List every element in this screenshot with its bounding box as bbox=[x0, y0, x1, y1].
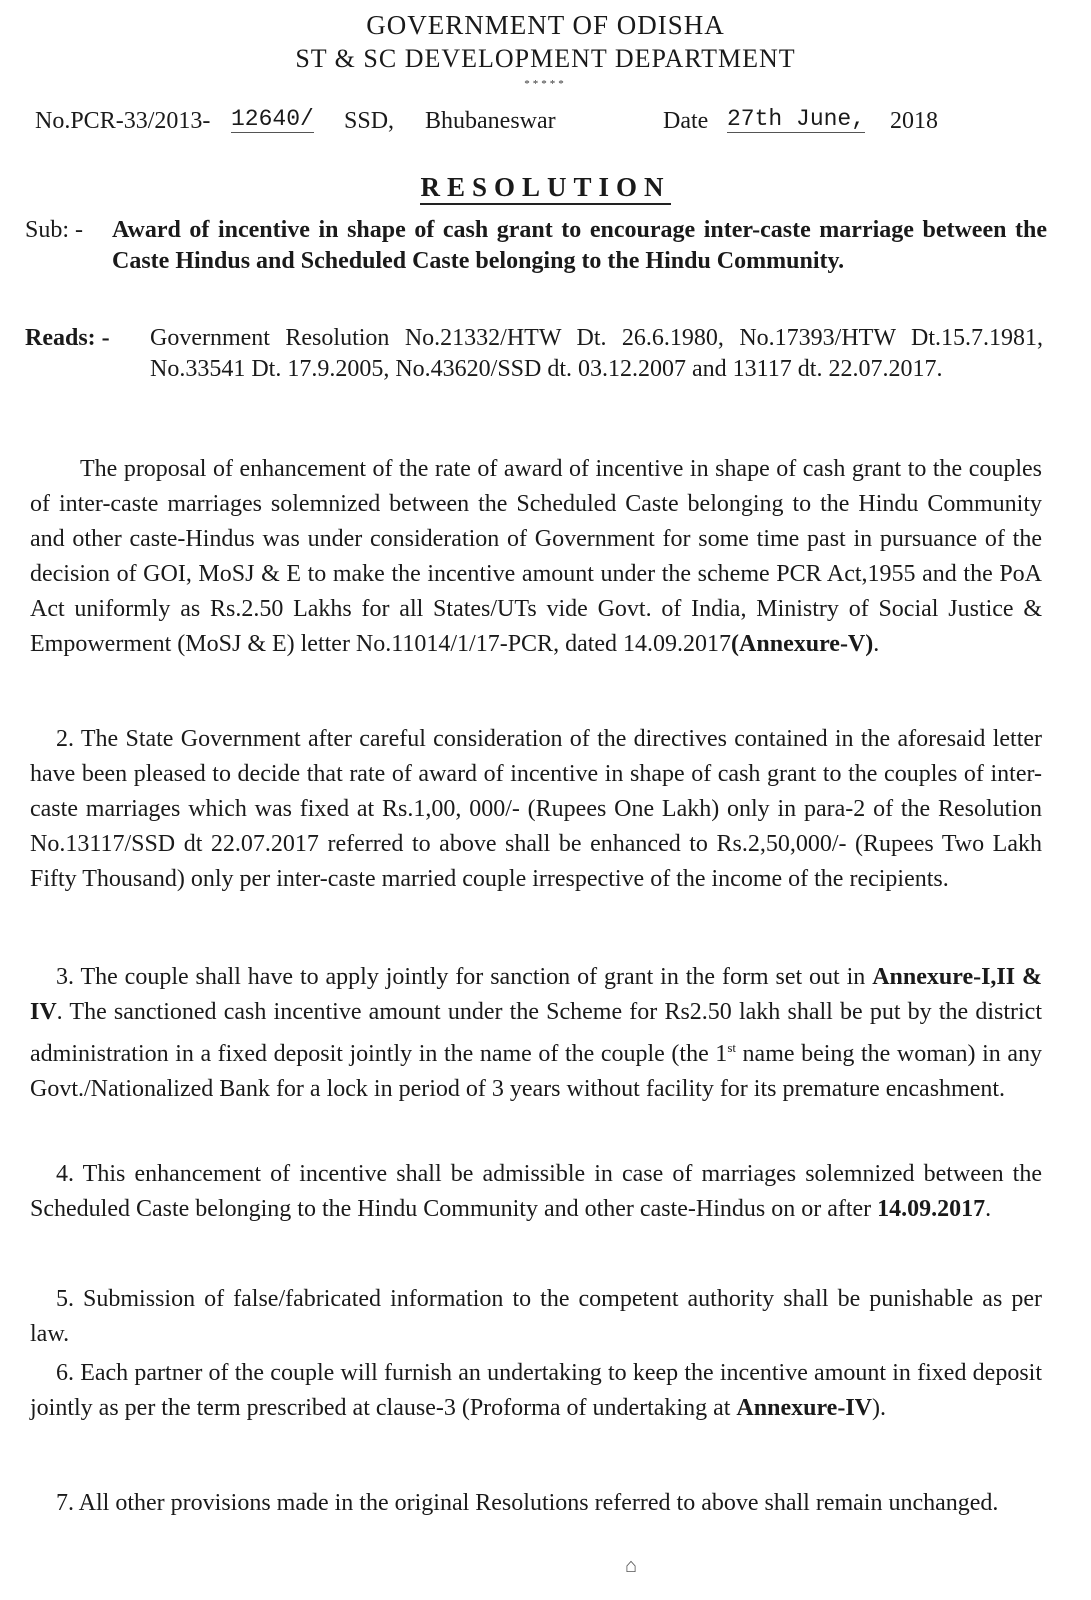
paragraph-4: 4. This enhancement of incentive shall be admissible in case of marriages solemnized between the Scheduled Caste belonging to the Hindu Community and other caste-Hindus on or after 14.09.2017. bbox=[30, 1161, 1042, 1222]
reads-text: Government Resolution No.21332/HTW Dt. 26.6.1980, No.17393/HTW Dt.15.7.1981, No.33541 Dt. 17.9.2005, No.43620/SSD dt. 03.12.2007 and 13117 dt. 22.07.2017. bbox=[150, 325, 1043, 382]
date-year: 2018 bbox=[890, 108, 938, 134]
paragraph-2: 2. The State Government after careful consideration of the directives contained in the aforesaid letter have been pleased to decide that rate of award of incentive in shape of cash grant to the couples of inter-caste marriages which was fixed at Rs.1,00, 000/- (Rupees One Lakh) only in para-2 of the Resolution No.13117/SSD dt 22.07.2017 referred to above shall be enhanced to Rs.2,50,000/- (Rupees Two Lakh Fifty Thousand) only per inter-caste married couple irrespective of the income of the recipients. bbox=[30, 726, 1042, 892]
paragraph-5: 5. Submission of false/fabricated information to the competent authority shall be punishable as per law. bbox=[30, 1286, 1042, 1347]
paragraph-3: 3. The couple shall have to apply jointly for sanction of grant in the form set out in Annexure-I,II & IV. The sanctioned cash incentive amount under the Scheme for Rs2.50 lakh shall be put by the district administration in a fixed deposit jointly in the name of the couple (the 1st name being the woman) in any Govt./Nationalized Bank for a lock in period of 3 years without facility for its premature encashment. bbox=[30, 964, 1043, 1102]
date-value: 27th June, bbox=[727, 106, 866, 132]
paragraph-7: 7. All other provisions made in the original Resolutions referred to above shall remain unchanged. bbox=[56, 1490, 999, 1516]
resolution-title: RESOLUTION bbox=[0, 172, 1091, 203]
reads-block bbox=[0, 323, 1091, 423]
paragraph-6: 6. Each partner of the couple will furnish an undertaking to keep the incentive amount in fixed deposit jointly as per the term prescribed at clause-3 (Proforma of undertaking at Annexure-IV). bbox=[30, 1360, 1042, 1421]
ref-place: Bhubaneswar bbox=[425, 108, 556, 134]
reads-label: Reads: - bbox=[25, 325, 110, 351]
pen-mark-icon: ⌂ bbox=[625, 1555, 638, 1577]
header-department: ST & SC DEVELOPMENT DEPARTMENT bbox=[295, 44, 796, 73]
subject-text: Award of incentive in shape of cash grant to encourage inter-caste marriage between the Caste Hindus and Scheduled Caste belonging to the Hindu Community. bbox=[112, 217, 1047, 274]
ref-suffix: SSD, bbox=[344, 108, 395, 134]
header-government: GOVERNMENT OF ODISHA bbox=[366, 10, 725, 40]
ref-prefix: No.PCR-33/2013- bbox=[35, 108, 211, 134]
reference-line bbox=[35, 104, 1055, 144]
date-label: Date bbox=[663, 108, 709, 134]
paragraph-1: The proposal of enhancement of the rate of award of incentive in shape of cash grant to the couples of inter-caste marriages solemnized between the Scheduled Caste belonging to the Hindu Community and other caste-Hindus was under consideration of Government for some time past in pursuance of the decision of GOI, MoSJ & E to make the incentive amount under the scheme PCR Act,1955 and the PoA Act uniformly as Rs.2.50 Lakhs for all States/UTs vide Govt. of India, Ministry of Social Justice & Empowerment (MoSJ & E) letter No.11014/1/17-PCR, dated 14.09.2017(Annexure-V). bbox=[30, 456, 1042, 657]
ref-number: 12640/ bbox=[231, 106, 314, 132]
subject-label: Sub: - bbox=[25, 217, 84, 243]
header-stars: ***** bbox=[524, 78, 567, 90]
subject-block bbox=[0, 215, 1091, 315]
